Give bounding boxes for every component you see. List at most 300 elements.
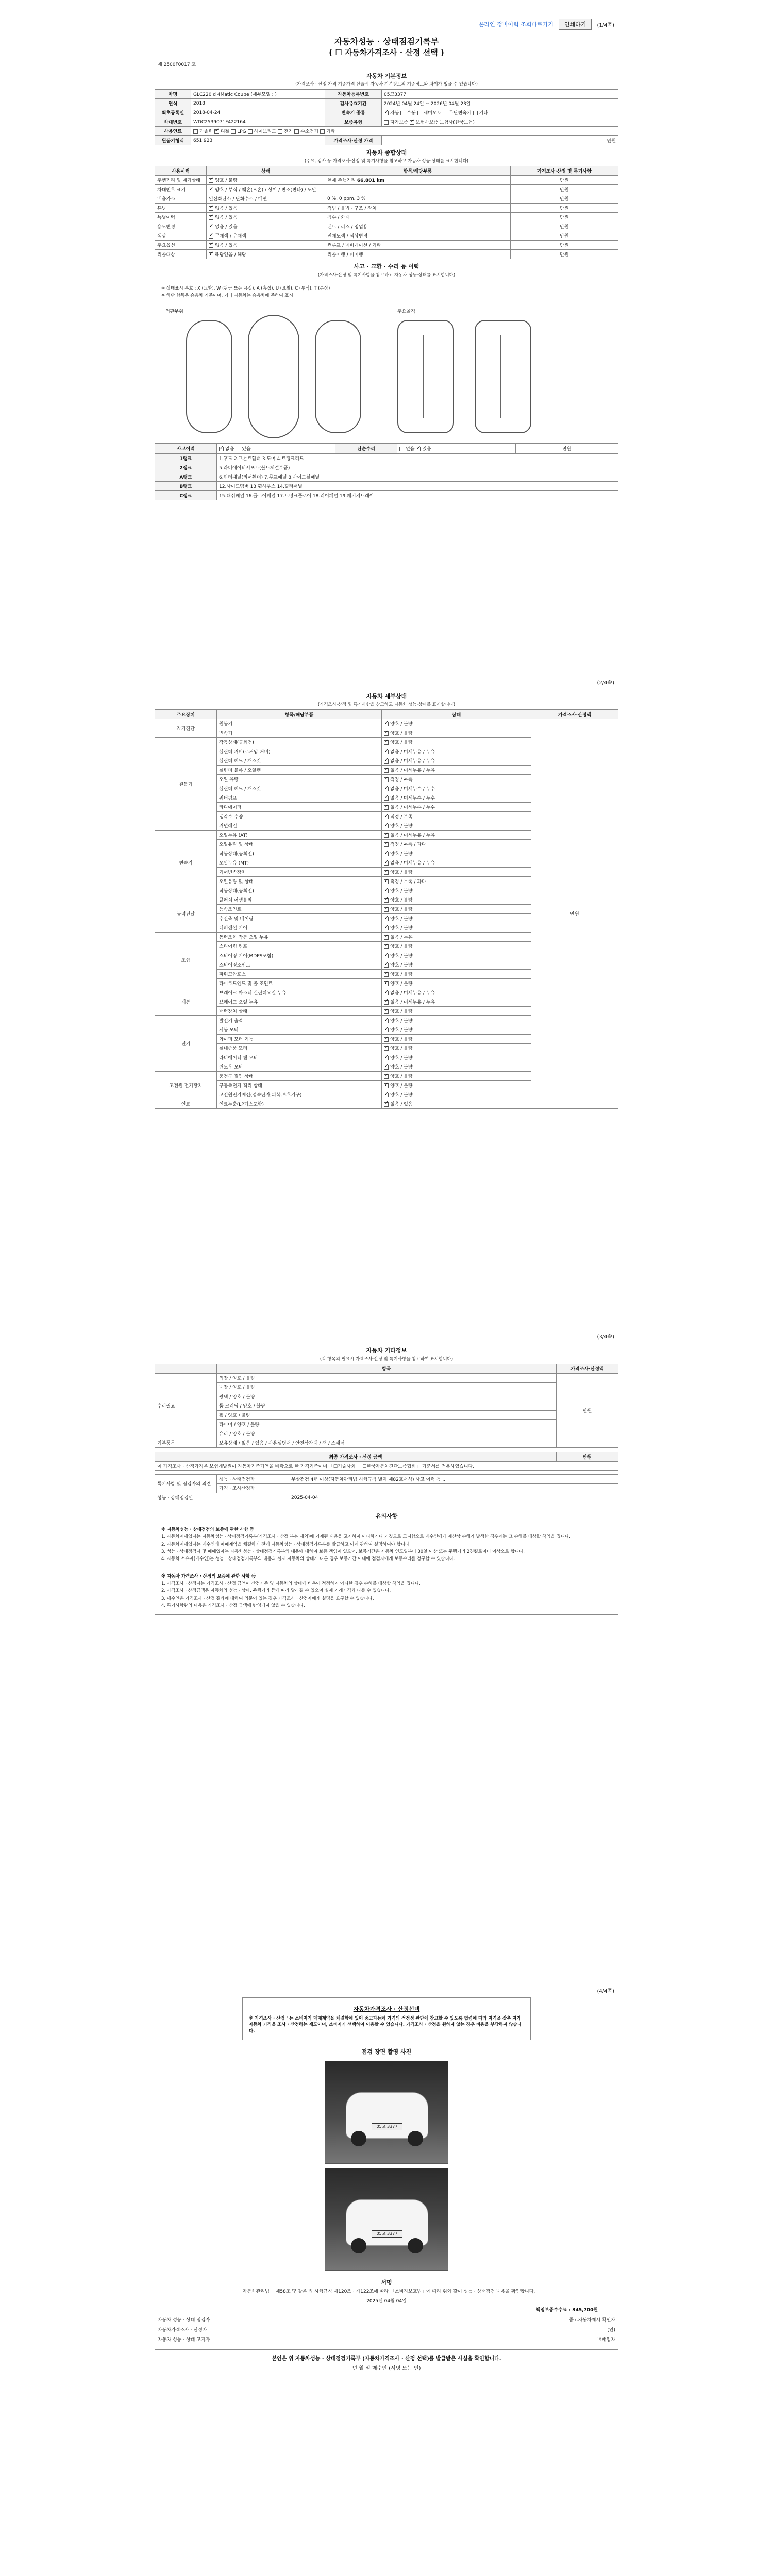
detail-state-cell	[382, 812, 531, 821]
status-note: 만원	[511, 231, 618, 241]
table-row	[155, 490, 618, 500]
detail-state: 양호 / 불량	[390, 963, 413, 968]
accident-yes: 있음	[242, 446, 251, 452]
fuel-hydrogen: 수소전기	[300, 129, 318, 134]
fuel-electric-checkbox[interactable]	[278, 129, 282, 134]
detail-group-name: 연료	[155, 1099, 217, 1109]
status-label: 특별이력	[155, 213, 207, 222]
fuel-other-checkbox[interactable]	[320, 129, 325, 134]
table-row	[155, 185, 618, 194]
fuel-hydrogen-checkbox[interactable]	[294, 129, 299, 134]
page-number: (2/4쪽)	[597, 680, 614, 686]
detail-state-cell	[382, 1090, 531, 1099]
detail-state: 적정 / 부족 / 과다	[390, 842, 426, 848]
detail-state-cell	[382, 1062, 531, 1072]
extra-desc: (각 항목의 필요시 가격조사·산정 및 특기사항을 참고하여 표시합니다)	[320, 1357, 453, 1362]
warranty-para: 1. 가격조사 · 산정자는 가격조사 · 산정 금액이 산정기준 및 자동차의 상태에 비추어 적정하지 아니한 경우 손해를 배상할 책임을 집니다.	[161, 1581, 421, 1586]
status-header-state: 상태	[207, 166, 325, 176]
status-item: 렌트 / 리스 / 영업용	[325, 222, 511, 231]
detail-item: 워터펌프	[217, 793, 382, 803]
status-label: 튜닝	[155, 204, 207, 213]
detail-state-checkbox[interactable]	[384, 1074, 389, 1079]
print-button[interactable]: 인쇄하기	[559, 19, 592, 30]
fuel-lpg-checkbox[interactable]	[231, 129, 236, 134]
status-checkbox[interactable]	[209, 243, 213, 248]
detail-state: 양호 / 불량	[390, 1019, 413, 1024]
table-row	[155, 194, 618, 204]
detail-state-checkbox[interactable]	[384, 1056, 389, 1060]
model-detail: (세부모델 : )	[250, 92, 277, 97]
status-label: 용도변경	[155, 222, 207, 231]
status-label: 주요옵션	[155, 241, 207, 250]
detail-state-cell	[382, 1035, 531, 1044]
status-header-item: 항목/해당부품	[325, 166, 511, 176]
inspection-photo-rear	[325, 2168, 448, 2271]
extra-price: 만원	[557, 1374, 618, 1448]
detail-state-checkbox[interactable]	[384, 740, 389, 745]
rank-header: A랭크	[155, 472, 217, 481]
table-row	[155, 241, 618, 250]
detail-state: 양호 / 불량	[390, 1009, 413, 1014]
fuel-label: 사용연료	[155, 127, 191, 136]
table-row	[155, 1420, 618, 1429]
detail-state-cell	[382, 1099, 531, 1109]
appraisal-select-text: ※ 가격조사 · 산정 ' 는 소비자가 매매계약을 체결함에 있어 중고자동차 가격의 적정성 판단에 참고할 수 있도록 법령에 따라 자격을 갖춘 자가 자동차 가격을 조사 · 산정하는 제도이며, 소비자가 선택하여 이용할 수 있습니다. 가격조사 · 산정을 원하지 않는 경우 비용을 부담하지 않습니다.	[249, 2015, 522, 2034]
detail-state-cell	[382, 923, 531, 933]
detail-state-checkbox[interactable]	[384, 861, 389, 866]
detail-state-cell	[382, 1053, 531, 1062]
detail-state: 양호 / 불량	[390, 1046, 413, 1052]
sheet-page-1	[155, 15, 618, 500]
detail-state-cell	[382, 979, 531, 988]
detail-price: 만원	[531, 719, 618, 1109]
status-header-note: 가격조사·산정 및 특기사항	[511, 166, 618, 176]
detail-state: 양호 / 불량	[390, 1028, 413, 1033]
table-row: 튜닝 ✓ 없음 / 있음 적법 / 불법 · 구조 / 장치 만원	[155, 204, 618, 213]
detail-group-name: 동력전달	[155, 895, 217, 933]
detail-item: 작동상태(공회전)	[217, 886, 382, 895]
repair-yes-checkbox[interactable]	[416, 447, 421, 451]
warranty-head-2: ※ 자동차 가격조사 · 산정의 보증에 관한 사항 등	[161, 1573, 256, 1579]
trans-opt-semi: 세미오토	[423, 111, 442, 116]
year-value: 2018	[191, 99, 325, 108]
price-label: 가격조사·산정 가격	[325, 136, 382, 145]
detail-state: 양호 / 불량	[390, 1056, 413, 1061]
vin-label: 차대번호	[155, 117, 191, 127]
status-label: 주행거리 및 계기상태	[155, 176, 207, 185]
detail-item: 실내송풍 모터	[217, 1044, 382, 1053]
warranty-box-1	[155, 1521, 618, 1568]
license-plate: 05고 3377	[372, 2230, 402, 2238]
detail-state-checkbox[interactable]	[384, 1102, 389, 1107]
detail-item: 발전기 출력	[217, 1016, 382, 1025]
table-row	[155, 1374, 618, 1383]
basic-info-title: 자동차 기본정보	[366, 73, 407, 79]
page-number: (3/4쪽)	[597, 1334, 614, 1340]
frame-member-line	[500, 335, 506, 418]
detail-item: 윈도우 모터	[217, 1062, 382, 1072]
detail-state-checkbox[interactable]	[384, 1046, 389, 1051]
detail-item: 작동상태(공회전)	[217, 738, 382, 747]
detail-item: 실린더 블록 / 오일팬	[217, 766, 382, 775]
detail-item: 추진축 및 베어링	[217, 914, 382, 923]
detail-state-cell	[382, 1016, 531, 1025]
detail-state-cell	[382, 868, 531, 877]
detail-state-checkbox[interactable]	[384, 1037, 389, 1042]
accident-legend	[155, 280, 618, 304]
repair-yes: 있음	[422, 446, 431, 452]
detail-item: 스티어링조인트	[217, 960, 382, 970]
extra-title: 자동차 기타정보	[366, 1347, 407, 1354]
status-note: 만원	[511, 176, 618, 185]
table-row	[155, 231, 618, 241]
detail-state: 없음 / 미세누수 / 누수	[390, 796, 435, 801]
warranty-para: 1. 자동차매매업자는 자동차성능 · 상태점검기록부(가격조사 · 산정 부분 제외)에 기재된 내용을 고지하지 아니하거나 거짓으로 고지함으로 매수인에게 재산상 손해가 발생한 경우에는 그 손해를 배상할 책임을 집니다.	[161, 1534, 570, 1540]
document-number-row	[155, 60, 618, 69]
warranty-insurer-checkbox[interactable]	[410, 120, 414, 125]
detail-group-name: 자기진단	[155, 719, 217, 738]
detail-state-checkbox[interactable]	[384, 926, 389, 930]
detail-group-name: 전기	[155, 1016, 217, 1072]
sheet-page-3	[155, 1329, 618, 1615]
frame-member-line	[423, 335, 428, 418]
detail-group-name: 변속기	[155, 831, 217, 895]
sign-left: 자동차 성능 · 상태 점검자	[158, 2317, 210, 2323]
detail-state: 양호 / 불량	[390, 1037, 413, 1042]
basic-info-table	[155, 89, 618, 145]
detail-item: 오일유량 및 상태	[217, 840, 382, 849]
final-price-table	[155, 1452, 618, 1471]
doc-no: 2500F0017	[163, 62, 190, 67]
status-checkbox[interactable]	[209, 225, 213, 229]
table-row	[155, 481, 618, 490]
wheel	[351, 2238, 366, 2253]
detail-state-checkbox[interactable]	[384, 1028, 389, 1032]
trans-options	[382, 108, 618, 117]
status-state: 없음 / 있음	[215, 225, 238, 230]
fuel-diesel: 디젤	[220, 129, 230, 134]
detail-state: 없음 / 미세누유 / 누유	[390, 861, 435, 866]
detail-state-cell	[382, 849, 531, 858]
status-checkbox[interactable]	[209, 215, 213, 220]
detail-state: 없음 / 미세누수 / 누수	[390, 787, 435, 792]
detail-state-checkbox[interactable]	[384, 805, 389, 810]
status-note: 만원	[511, 204, 618, 213]
fuel-diesel-checkbox[interactable]	[214, 129, 219, 134]
detail-state-checkbox[interactable]	[384, 963, 389, 968]
trans-checkbox-semi[interactable]	[417, 111, 422, 115]
detail-state: 양호 / 불량	[390, 740, 413, 745]
detail-state-cell	[382, 858, 531, 868]
extra-item: 휠 / 양호 / 불량	[217, 1411, 557, 1420]
accident-desc: (가격조사·산정 및 특기사항을 참고하고 자동차 성능·상태를 표시합니다)	[317, 273, 456, 278]
rank-header: C랭크	[155, 490, 217, 500]
detail-state-checkbox[interactable]	[384, 954, 389, 958]
detail-group-name: 조향	[155, 933, 217, 988]
detail-item: 라디에이터 팬 모터	[217, 1053, 382, 1062]
detail-state-checkbox[interactable]	[384, 1009, 389, 1014]
detail-state-cell	[382, 1044, 531, 1053]
detail-state: 적정 / 부족	[390, 777, 413, 783]
accident-none: 없음	[225, 446, 234, 452]
detail-state: 양호 / 불량	[390, 981, 413, 987]
fuel-other: 기타	[326, 129, 335, 134]
sheet-page-2	[155, 675, 618, 1109]
accident-title: 사고 · 교환 · 수리 등 이력	[354, 263, 419, 270]
detail-state-checkbox[interactable]	[384, 1000, 389, 1005]
detail-state-checkbox[interactable]	[384, 787, 389, 791]
status-checkbox[interactable]	[209, 252, 213, 257]
warranty-self: 자가보증	[390, 120, 408, 125]
panel-rank-table	[155, 453, 618, 500]
detail-state-checkbox[interactable]	[384, 991, 389, 995]
maintenance-history-link[interactable]: 온라인 정비이력 조회바로가기	[478, 21, 553, 28]
mileage-value: 66,801 km	[357, 178, 385, 183]
fuel-gasoline-checkbox[interactable]	[193, 129, 198, 134]
detail-item: 스티어링 펌프	[217, 942, 382, 951]
detail-state-checkbox[interactable]	[384, 731, 389, 736]
detail-state: 양호 / 불량	[390, 1074, 413, 1079]
status-state: 없음 / 있음	[215, 215, 238, 221]
warranty-title: 유의사항	[375, 1513, 398, 1519]
trans-checkbox-auto[interactable]	[384, 111, 389, 115]
detail-item: 구동축전지 격리 상태	[217, 1081, 382, 1090]
detail-state-cell	[382, 914, 531, 923]
detail-state-checkbox[interactable]	[384, 722, 389, 726]
extra-header-price: 가격조사·산정액	[557, 1364, 618, 1374]
page-number: (1/4쪽)	[597, 22, 614, 28]
detail-state: 양호 / 불량	[390, 972, 413, 977]
table-row	[155, 250, 618, 259]
table-row	[155, 1392, 618, 1401]
final-price-desc: 이 가격조사 · 산정가격은 보험개발원이 자동차기준가액을 바탕으로 한 가격기준이며 「☐기술사회」「☐한국자동차진단보증협회」 기준서를 적용하였습니다.	[155, 1462, 618, 1471]
fuel-gasoline: 가솔린	[199, 129, 213, 134]
repair-none-checkbox[interactable]	[399, 447, 404, 451]
detail-item: 오일유량 및 상태	[217, 877, 382, 886]
status-state: 해당없음 / 해당	[215, 252, 246, 258]
detail-item: 원동기	[217, 719, 382, 728]
detail-state-checkbox[interactable]	[384, 907, 389, 912]
rank-items: 5.라디에이터서포트(볼트체결부품)	[217, 463, 618, 472]
extra-item: 유리 / 양호 / 불량	[217, 1429, 557, 1438]
status-checkbox[interactable]	[209, 206, 213, 211]
year-label: 연식	[155, 99, 191, 108]
final-price-unit: 만원	[557, 1452, 618, 1462]
table-row	[155, 1401, 618, 1411]
detail-state-cell	[382, 905, 531, 914]
table-row	[155, 222, 618, 231]
status-note: 만원	[511, 213, 618, 222]
detail-state-cell	[382, 970, 531, 979]
accident-none-checkbox[interactable]	[219, 447, 224, 451]
warranty-box-2	[155, 1568, 618, 1615]
sign-date: 2025년 04월 04일	[366, 2298, 407, 2304]
fuel-hybrid-checkbox[interactable]	[248, 129, 253, 134]
detail-item: 디퍼렌셜 기어	[217, 923, 382, 933]
detail-state: 양호 / 불량	[390, 1093, 413, 1098]
detail-state-checkbox[interactable]	[384, 833, 389, 838]
detail-state-checkbox[interactable]	[384, 879, 389, 884]
fuel-electric: 전기	[283, 129, 293, 134]
status-state: 양호 / 불량	[215, 178, 238, 183]
table-row	[155, 472, 618, 481]
detail-state-cell	[382, 942, 531, 951]
detail-item: 변속기	[217, 728, 382, 738]
detail-state-checkbox[interactable]	[384, 889, 389, 893]
trans-checkbox-other[interactable]	[473, 111, 478, 115]
wheel	[408, 2131, 423, 2146]
status-item: 썬루프 / 네비게이션 / 기타	[325, 241, 511, 250]
detail-item: 작동상태(공회전)	[217, 849, 382, 858]
extra-header-blank	[155, 1364, 217, 1374]
detail-state: 없음 / 미세누유 / 누유	[390, 750, 435, 755]
sign-area	[155, 2287, 618, 2344]
detail-state: 양호 / 불량	[390, 944, 413, 950]
detail-state-cell	[382, 877, 531, 886]
fee-label: 책임보증수수료 : 345,700원	[535, 2307, 598, 2313]
sign-right: (인)	[607, 2327, 615, 2333]
sign-right: 매매업자	[597, 2337, 615, 2343]
detail-state-cell	[382, 1025, 531, 1035]
footer-text: 본인은 위 자동차성능 · 상태점검기록부 (자동차가격조사 · 산정 선택)를 발급받은 사실을 확인합니다.	[272, 2355, 501, 2362]
warranty-self-checkbox[interactable]	[384, 120, 389, 125]
detail-state-cell	[382, 988, 531, 997]
car-right-side-outline	[315, 320, 361, 433]
inspect-period-value: 2024년 04월 24일 ~ 2026년 04월 23일	[382, 99, 618, 108]
status-item: 침수 / 화재	[325, 213, 511, 222]
rank-items: 15.대쉬패널 16.플로어패널 17.트렁크플로어 18.리어패널 19.패키지트레이	[217, 490, 618, 500]
trans-opt-manual: 수동	[407, 111, 416, 116]
special-appraiser: 가격 · 조사산정자	[217, 1484, 289, 1493]
diagram-label-frame: 주요골격	[397, 309, 415, 314]
detail-state-checkbox[interactable]	[384, 750, 389, 754]
detail-state-checkbox[interactable]	[384, 815, 389, 819]
status-state: 없음 / 있음	[215, 206, 238, 211]
special-inspector: 성능 · 상태점검자	[217, 1475, 289, 1484]
detail-state-checkbox[interactable]	[384, 824, 389, 828]
detail-state-cell	[382, 960, 531, 970]
appraisal-select-box	[242, 1997, 531, 2040]
status-value: 구조 / 장치	[354, 206, 377, 211]
detail-state-cell	[382, 738, 531, 747]
document-title: 자동차성능 · 상태점검기록부	[334, 37, 439, 46]
repair-none: 없음	[406, 446, 415, 452]
status-checkbox[interactable]	[209, 188, 213, 192]
final-price-title: 최종 가격조사 · 산정 금액	[155, 1452, 557, 1462]
detail-state-cell	[382, 821, 531, 831]
detail-state-cell	[382, 895, 531, 905]
detail-state-checkbox[interactable]	[384, 1083, 389, 1088]
status-note: 만원	[511, 250, 618, 259]
car-top-outline	[248, 315, 299, 438]
status-checkbox[interactable]	[209, 234, 213, 239]
price-unit: 만원	[382, 136, 618, 145]
footer-notice	[155, 2349, 618, 2376]
detail-state-checkbox[interactable]	[384, 1093, 389, 1097]
rank-header: 2랭크	[155, 463, 217, 472]
detail-state: 없음 / 미세누유 / 누유	[390, 1000, 435, 1005]
accident-yes-checkbox[interactable]	[236, 447, 240, 451]
detail-state-checkbox[interactable]	[384, 917, 389, 921]
page-number: (4/4쪽)	[597, 1989, 614, 1994]
detail-state-checkbox[interactable]	[384, 944, 389, 949]
trans-checkbox-cvt[interactable]	[443, 111, 447, 115]
detail-state-checkbox[interactable]	[384, 768, 389, 773]
status-label: 배출가스	[155, 194, 207, 204]
detail-state-checkbox[interactable]	[384, 972, 389, 977]
detail-state-cell	[382, 933, 531, 942]
trans-checkbox-manual[interactable]	[400, 111, 405, 115]
status-table	[155, 166, 618, 259]
detail-state-checkbox[interactable]	[384, 777, 389, 782]
sign-line	[155, 2315, 618, 2325]
car-left-side-outline	[186, 320, 232, 433]
detail-item: 라디에이터	[217, 803, 382, 812]
detail-state: 양호 / 불량	[390, 907, 413, 912]
rank-items: 6.쿼터패널(리어휀더) 7.루프패널 8.사이드실패널	[217, 472, 618, 481]
detail-state: 양호 / 불량	[390, 1065, 413, 1070]
detail-state: 양호 / 불량	[390, 870, 413, 875]
doc-no-prefix: 제	[158, 62, 164, 67]
detail-state-checkbox[interactable]	[384, 935, 389, 940]
status-label: 리콜대상	[155, 250, 207, 259]
detail-state-checkbox[interactable]	[384, 870, 389, 875]
status-checkbox[interactable]	[209, 178, 213, 183]
detail-state: 양호 / 불량	[390, 917, 413, 922]
detail-state-cell	[382, 1081, 531, 1090]
detail-item: 냉각수 수량	[217, 812, 382, 821]
detail-item: 스티어링 기어(MDPS포함)	[217, 951, 382, 960]
detail-state-checkbox[interactable]	[384, 796, 389, 801]
detail-state: 없음 / 미세누유 / 누유	[390, 768, 435, 773]
table-row	[155, 1429, 618, 1438]
detail-state-cell	[382, 784, 531, 793]
appraisal-select-title: 자동차가격조사 · 산정선택	[353, 2006, 420, 2012]
trans-opt-other: 기타	[479, 111, 488, 116]
warranty-para: 3. 매수인은 가격조사 · 산정 결과에 대하여 의문이 있는 경우 가격조사 · 산정자에게 설명을 요구할 수 있습니다.	[161, 1596, 374, 1601]
detail-state-checkbox[interactable]	[384, 898, 389, 903]
detail-state-checkbox[interactable]	[384, 852, 389, 856]
extra-item: 룸 크리닝 / 양호 / 불량	[217, 1401, 557, 1411]
detail-table	[155, 709, 618, 1109]
accident-label: 사고이력	[155, 444, 217, 453]
detail-state-cell	[382, 840, 531, 849]
special-label: 특기사항 및 점검자의 의견	[155, 1475, 217, 1493]
detail-state-checkbox[interactable]	[384, 981, 389, 986]
detail-group-name: 제동	[155, 988, 217, 1016]
extra-item: 보유상태 / 없음 / 있음 / 사용설명서 / 안전삼각대 / 잭 / 스패너	[217, 1438, 557, 1448]
detail-state-checkbox[interactable]	[384, 1065, 389, 1070]
detail-state-checkbox[interactable]	[384, 842, 389, 847]
sign-desc: 「자동차관리법」 제58조 및 같은 법 시행규칙 제120조 · 제122조에 따라 「소비자보호법」에 따라 위와 같이 성능 · 상태점검 내용을 확인합니다.	[238, 2289, 535, 2294]
extra-item: 외장 / 양호 / 불량	[217, 1374, 557, 1383]
detail-item: 오일누유 (AT)	[217, 831, 382, 840]
detail-state: 양호 / 불량	[390, 889, 413, 894]
inspection-photo-front	[325, 2061, 448, 2164]
status-state: 일산화탄소 / 탄화수소 / 매연	[207, 194, 325, 204]
detail-state-checkbox[interactable]	[384, 759, 389, 764]
sign-left: 자동차가격조사 · 산정자	[158, 2327, 207, 2333]
first-reg-label: 최초등록일	[155, 108, 191, 117]
detail-item: 등속조인트	[217, 905, 382, 914]
sign-title: 서명	[381, 2279, 392, 2286]
detail-state-checkbox[interactable]	[384, 1019, 389, 1023]
detail-state: 없음 / 미세누수 / 누수	[390, 805, 435, 810]
detail-state: 없음 / 미세누유 / 누유	[390, 833, 435, 838]
wheel	[408, 2238, 423, 2253]
table-row	[155, 1383, 618, 1392]
status-state: 양호 / 부식 / 훼손(오손) / 상이 / 변조(변타) / 도말	[215, 188, 316, 193]
